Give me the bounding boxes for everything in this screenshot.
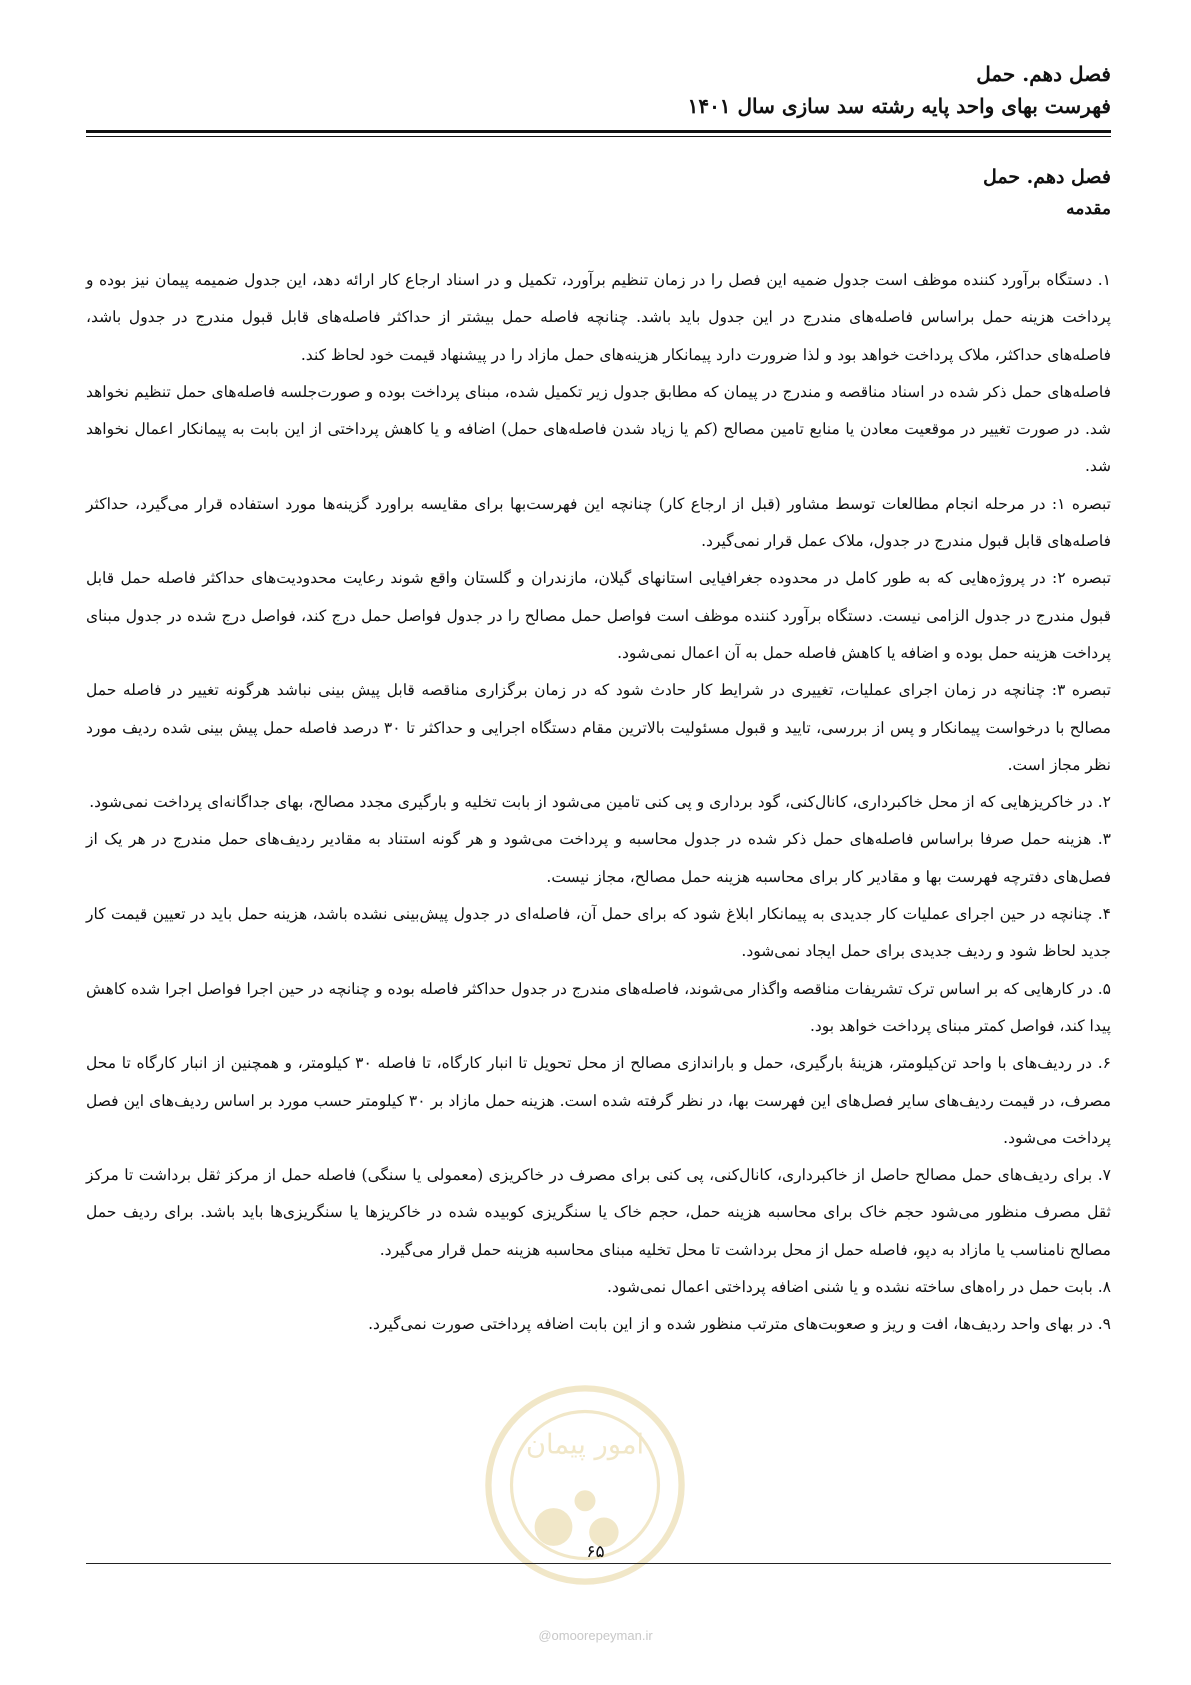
note-2: تبصره ۲: در پروژه‌هایی که به طور کامل در محدوده جغرافیایی استانهای گیلان، مازندران و گلستان واقع شوند رعایت محدودیت‌های حداکثر فاصله حمل قابل قبول مندرج در جدول الزامی نیست. دستگاه برآورد کننده موظف است فواصل حمل مصالح را در جدول فواصل حمل درج کند، فواصل درج شده در جدول مبنای پرداخت هزینه حمل بوده و اضافه یا کاهش فاصله حمل به آن اعمال نمی‌شود. bbox=[86, 569, 1111, 662]
paragraph-7: ۷. برای ردیف‌های حمل مصالح حاصل از خاکبرداری، کانال‌کنی، پی کنی برای مصرف در خاکریزی (معمولی یا سنگی) فاصله حمل از مرکز ثقل برداشت تا مرکز ثقل مصرف منظور می‌شود حجم خاک برای محاسبه هزینه حمل، حجم خاک یا سنگریزی کوبیده شده در خاکریزها یا سنگریزی‌ها باید باشد. برای ردیف حمل مصالح نامناسب یا مازاد به دپو، فاصله حمل از محل برداشت تا محل تخلیه مبنای محاسبه هزینه حمل قرار می‌گیرد. bbox=[86, 1166, 1111, 1259]
header-rule-thin bbox=[86, 136, 1111, 137]
body-text bbox=[86, 262, 1111, 1344]
paragraph-1-continued: فاصله‌های حمل ذکر شده در اسناد مناقصه و مندرج در پیمان که مطابق جدول زیر تکمیل شده، مبنای پرداخت بوده و صورت‌جلسه فاصله‌های حمل تنظیم نخواهد شد. در صورت تغییر در موقعیت معادن یا منابع تامین مصالح (کم یا زیاد شدن فاصله‌های حمل) اضافه و یا کاهش پرداختی از این بابت به پیمانکار اعمال نخواهد شد. bbox=[86, 382, 1111, 476]
paragraph-5: ۵. در کارهایی که بر اساس ترک تشریفات مناقصه واگذار می‌شوند، فاصله‌های مندرج در جدول حداکثر فاصله بوده و چنانچه در حین اجرا فواصل اجرا شده کاهش پیدا کند، فواصل کمتر مبنای پرداخت خواهد بود. bbox=[86, 979, 1111, 1035]
note-3: تبصره ۳: چنانچه در زمان اجرای عملیات، تغییری در شرایط کار حادث شود که در زمان برگزاری مناقصه قابل پیش بینی نباشد هرگونه تغییر در فاصله حمل مصالح با درخواست پیمانکار و پس از بررسی، تایید و قبول مسئولیت بالاترین مقام دستگاه اجرایی و حداکثر تا ۳۰ درصد فاصله حمل پیش بینی شده ردیف مورد نظر مجاز است. bbox=[86, 681, 1111, 774]
header-rule-thick bbox=[86, 130, 1111, 133]
watermark-site: @omoorepeyman.ir bbox=[538, 1628, 653, 1643]
paragraph-9: ۹. در بهای واحد ردیف‌ها، افت و ریز و صعوبت‌های مترتب منظور شده و از این بابت اضافه پرداختی صورت نمی‌گیرد. bbox=[368, 1315, 1111, 1334]
paragraph-6: ۶. در ردیف‌های با واحد تن‌کیلومتر، هزینهٔ بارگیری، حمل و باراندازی مصالح از محل تحویل تا انبار کارگاه، تا فاصله ۳۰ کیلومتر، و همچنین از انبار کارگاه تا محل مصرف، در قیمت ردیف‌های سایر فصل‌های این فهرست بها، در نظر گرفته شده است. هزینه حمل مازاد بر ۳۰ کیلومتر حسب مورد بر اساس ردیف‌های این فصل پرداخت می‌شود. bbox=[86, 1054, 1111, 1147]
paragraph-8: ۸. بابت حمل در راه‌های ساخته نشده و یا شنی اضافه پرداختی اعمال نمی‌شود. bbox=[607, 1278, 1111, 1297]
note-1: تبصره ۱: در مرحله انجام مطالعات توسط مشاور (قبل از ارجاع کار) چنانچه این فهرست‌بها برای مقایسه براورد گزینه‌ها مورد استفاده قرار می‌گیرد، حداکثر فاصله‌های قابل قبول مندرج در جدول، ملاک عمل قرار نمی‌گیرد. bbox=[86, 494, 1111, 551]
section-subtitle: مقدمه bbox=[1066, 199, 1111, 219]
paragraph-3: ۳. هزینه حمل صرفا براساس فاصله‌های حمل ذکر شده در جدول محاسبه و پرداخت می‌شود و هر گونه استناد به مقادیر ردیف‌های حمل مندرج در هر یک از فصل‌های دفترچه فهرست بها و مقادیر کار برای محاسبه هزینه حمل مصالح، مجاز نیست. bbox=[86, 830, 1111, 886]
paragraph-1: ۱. دستگاه برآورد کننده موظف است جدول ضمیه این فصل را در زمان تنظیم برآورد، تکمیل و در اسناد ارجاع کار ارائه دهد، این جدول ضمیمه پیمان نیز بوده و پرداخت هزینه حمل براساس فاصله‌های مندرج در این جدول باید باشد. چنانچه فاصله حمل بیشتر از حداکثر فاصله‌های قابل قبول مندرج در جدول باشد، فاصله‌های حداکثر، ملاک پرداخت خواهد بود و لذا ضرورت دارد پیمانکار هزینه‌های حمل مازاد را در پیشنهاد قیمت خود لحاظ کند. bbox=[86, 271, 1111, 364]
footer-rule bbox=[86, 1563, 1111, 1564]
running-header bbox=[86, 58, 1111, 122]
watermark-text: امور پیمان bbox=[525, 1429, 645, 1461]
paragraph-4: ۴. چنانچه در حین اجرای عملیات کار جدیدی به پیمانکار ابلاغ شود که برای حمل آن، فاصله‌ای در جدول پیش‌بینی نشده باشد، هزینه حمل باید در تعیین قیمت کار جدید لحاظ شود و ردیف جدیدی برای حمل ایجاد نمی‌شود. bbox=[86, 905, 1111, 961]
paragraph-2: ۲. در خاکریزهایی که از محل خاکبرداری، کانال‌کنی، گود برداری و پی کنی تامین می‌شود از بابت تخلیه و بارگیری مجدد مصالح، بهای جداگانه‌ای پرداخت نمی‌شود. bbox=[89, 793, 1111, 812]
header-book-title: فهرست بهای واحد پایه رشته سد سازی سال ۱۴۰۱ bbox=[687, 94, 1111, 118]
header-chapter: فصل دهم. حمل bbox=[976, 62, 1111, 86]
section-title: فصل دهم. حمل bbox=[982, 166, 1111, 188]
page-number: ۶۵ bbox=[586, 1542, 605, 1562]
